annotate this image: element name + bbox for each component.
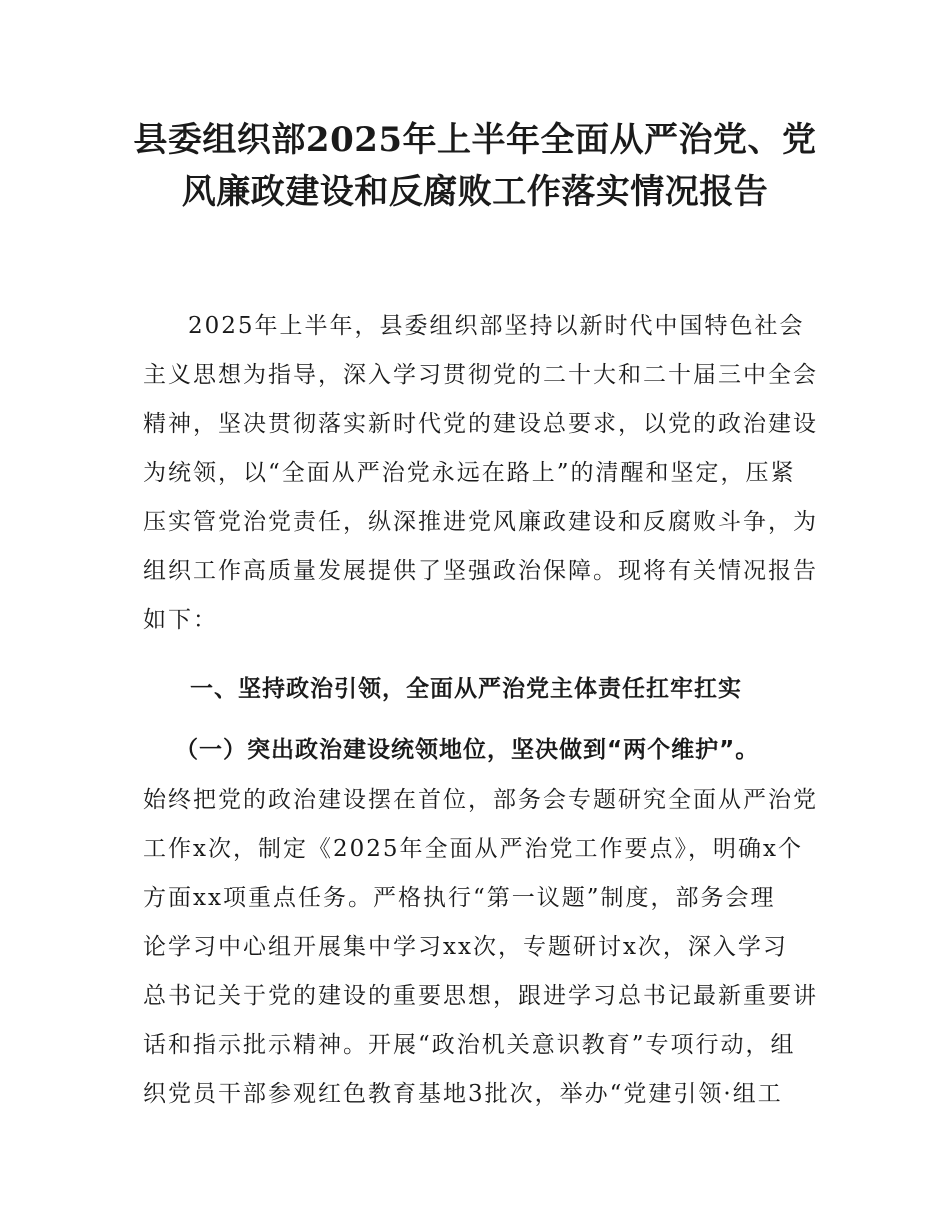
intro-line-1: 2025年上半年，县委组织部坚持以新时代中国特色社会 bbox=[188, 313, 805, 339]
body-line-2: 工作x次，制定《2025年全面从严治党工作要点》，明确x个 bbox=[143, 836, 803, 862]
body-line-1: 始终把党的政治建设摆在首位，部务会专题研究全面从严治党 bbox=[143, 787, 818, 813]
intro-line-5: 压实管党治党责任，纵深推进党风廉政建设和反腐败斗争，为 bbox=[143, 509, 818, 535]
body-line-3: 方面xx项重点任务。严格执行“第一议题”制度，部务会理 bbox=[143, 885, 776, 911]
document-title bbox=[100, 114, 850, 218]
subsection-heading-1: （一）突出政治建设统领地位，坚决做到“两个维护”。 bbox=[175, 737, 760, 763]
intro-line-4: 为统领，以“全面从严治党永远在路上”的清醒和坚定，压紧 bbox=[143, 460, 796, 486]
body-line-6: 话和指示批示精神。开展“政治机关意识教育”专项行动，组 bbox=[143, 1032, 796, 1058]
body-line-5: 总书记关于党的建设的重要思想，跟进学习总书记最新重要讲 bbox=[143, 983, 818, 1009]
intro-line-3: 精神，坚决贯彻落实新时代党的建设总要求，以党的政治建设 bbox=[143, 411, 818, 437]
title-line-2: 风廉政建设和反腐败工作落实情况报告 bbox=[181, 172, 769, 212]
body-line-7: 织党员干部参观红色教育基地3批次，举办“党建引领·组工 bbox=[143, 1081, 783, 1107]
title-line-1: 县委组织部2025年上半年全面从严治党、党 bbox=[133, 120, 817, 160]
intro-line-7: 如下： bbox=[143, 607, 218, 633]
section-heading-1: 一、坚持政治引领，全面从严治党主体责任扛牢扛实 bbox=[190, 676, 742, 702]
intro-line-2: 主义思想为指导，深入学习贯彻党的二十大和二十届三中全会 bbox=[143, 362, 818, 388]
body-line-4: 论学习中心组开展集中学习xx次，专题研讨x次，深入学习 bbox=[143, 934, 788, 960]
intro-line-6: 组织工作高质量发展提供了坚强政治保障。现将有关情况报告 bbox=[143, 558, 818, 584]
